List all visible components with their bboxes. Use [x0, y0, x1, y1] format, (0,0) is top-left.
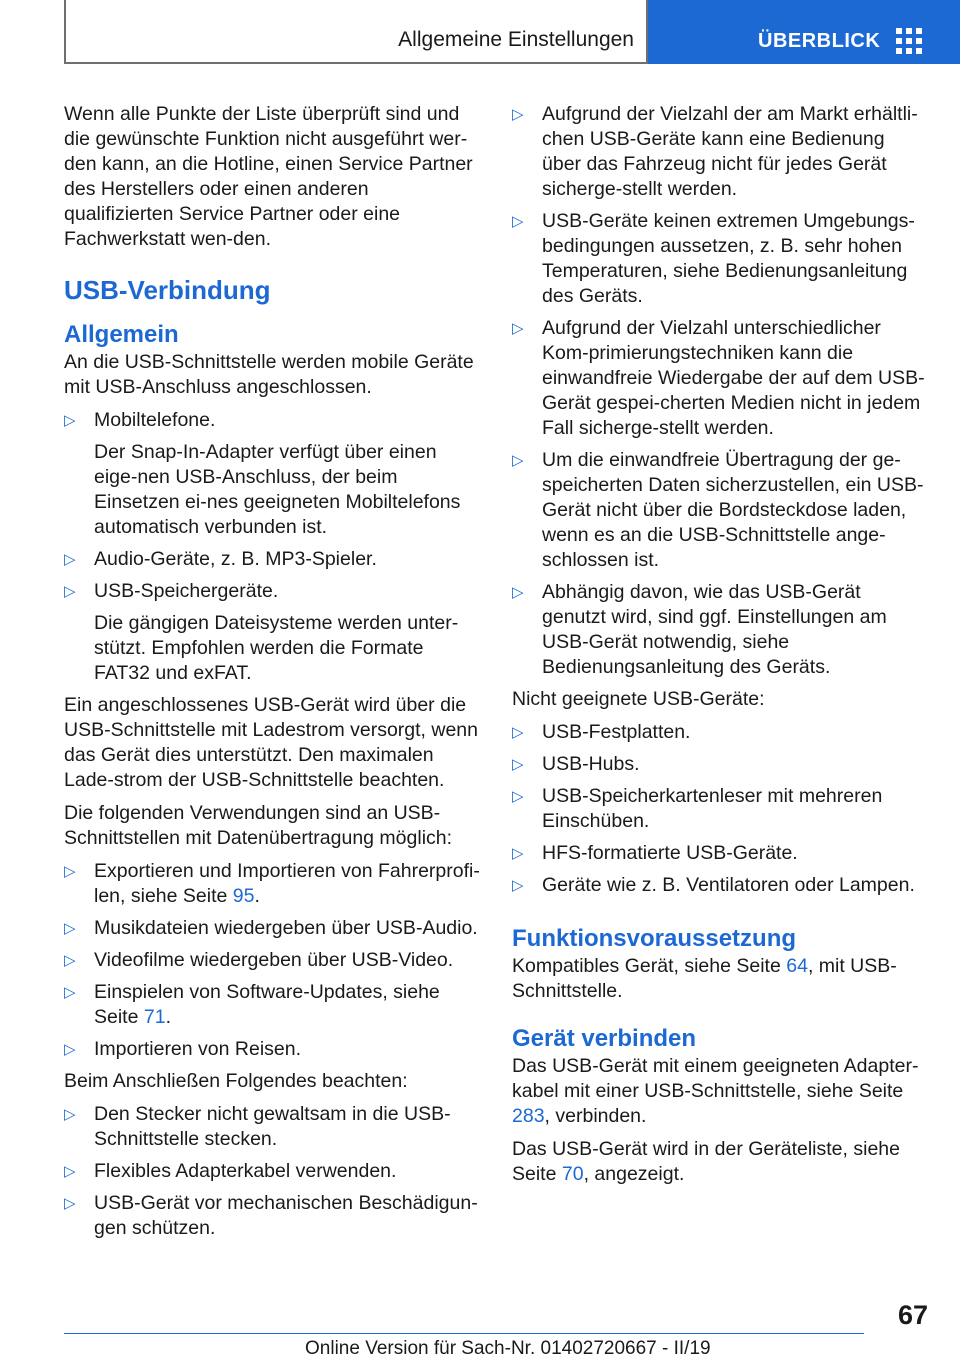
- list-item: ▷ Flexibles Adapterkabel verwenden.: [64, 1160, 397, 1182]
- heading-funktionsvoraussetzung: Funktionsvoraussetzung: [512, 925, 797, 952]
- connect-notes-list: [64, 1102, 480, 1241]
- heading-allgemein: Allgemein: [64, 321, 179, 348]
- funktion-paragraph: Kompatibles Gerät, siehe Seite 64, mit USB-Schnittstelle.: [512, 955, 897, 1002]
- section-header: [64, 0, 648, 64]
- triangle-bullet-icon: ▷: [64, 551, 76, 568]
- triangle-bullet-icon: ▷: [512, 724, 524, 741]
- overview-tab[interactable]: [648, 0, 960, 64]
- list-item: ▷ Einspielen von Software-Updates, siehe Seite 71.: [64, 981, 440, 1028]
- triangle-bullet-icon: ▷: [64, 920, 76, 937]
- list-item: ▷ Musikdateien wiedergeben über USB-Audio.: [64, 917, 478, 939]
- notes-list: [512, 102, 928, 680]
- list-item: ▷ Aufgrund der Vielzahl der am Markt erhältli‐chen USB-Geräte kann eine Bedienung über das Fahrzeug nicht für jedes Gerät sicherge‐stellt werden.: [512, 103, 918, 200]
- list-item: ▷ USB-Gerät vor mechanischen Beschädigun‐gen schützen.: [64, 1192, 478, 1239]
- overview-tab-label: ÜBERBLICK: [758, 30, 881, 52]
- footer-text: Online Version für Sach-Nr. 01402720667 - II/19: [305, 1338, 711, 1359]
- list-item: ▷ Exportieren und Importieren von Fahrerprofi‐len, siehe Seite 95.: [64, 860, 480, 907]
- triangle-bullet-icon: ▷: [64, 412, 76, 429]
- list-item: ▷ USB-Speichergeräte. Die gängigen Dateisysteme werden unter‐stützt. Empfohlen werden die Formate FAT32 und exFAT.: [64, 580, 459, 684]
- list-item: ▷ Audio-Geräte, z. B. MP3-Spieler.: [64, 548, 377, 570]
- not-suitable-list: [512, 720, 928, 898]
- page-link-95[interactable]: 95: [232, 885, 255, 907]
- list-item: ▷ Um die einwandfreie Übertragung der ge‐speicherten Daten sicherzustellen, ein USB-Gerät nicht über die Bordsteckdose laden, wenn es an die USB-Schnittstelle ange‐schlossen ist.: [512, 449, 924, 571]
- list-item: ▷ HFS-formatierte USB-Geräte.: [512, 842, 798, 864]
- triangle-bullet-icon: ▷: [512, 756, 524, 773]
- usage-list: [64, 859, 480, 1062]
- ladestrom-paragraph: Ein angeschlossenes USB-Gerät wird über die USB-Schnittstelle mit Ladestrom versorgt, wenn das Gerät dies unterstützt. Den maximalen Lade‐strom der USB-Schnittstelle beachten.: [64, 694, 478, 791]
- footer-divider: [64, 1333, 864, 1334]
- page-link-71[interactable]: 71: [143, 1006, 166, 1028]
- section-title: Allgemeine Einstellungen: [398, 28, 634, 51]
- triangle-bullet-icon: ▷: [512, 877, 524, 894]
- grid-icon: [896, 28, 922, 54]
- verbinden-paragraph: Das USB-Gerät mit einem geeigneten Adapter‐kabel mit einer USB-Schnittstelle, siehe Seite 283, verbinden.: [512, 1055, 919, 1127]
- triangle-bullet-icon: ▷: [64, 1041, 76, 1058]
- triangle-bullet-icon: ▷: [64, 984, 76, 1001]
- list-item: ▷ USB-Geräte keinen extremen Umgebungs‐bedingungen aussetzen, z. B. sehr hohen Temperaturen, siehe Bedienungsanleitung des Geräts.: [512, 210, 915, 307]
- left-column: [64, 102, 480, 1248]
- triangle-bullet-icon: ▷: [64, 583, 76, 600]
- page-link-70[interactable]: 70: [561, 1163, 584, 1185]
- right-column: [512, 102, 928, 1195]
- geraeteliste-paragraph: Das USB-Gerät wird in der Geräteliste, siehe Seite 70, angezeigt.: [512, 1138, 900, 1185]
- triangle-bullet-icon: ▷: [512, 106, 524, 123]
- anschliessen-paragraph: Beim Anschließen Folgendes beachten:: [64, 1070, 408, 1092]
- list-item: ▷ Den Stecker nicht gewaltsam in die USB-Schnittstelle stecken.: [64, 1103, 451, 1150]
- list-item: ▷ Geräte wie z. B. Ventilatoren oder Lampen.: [512, 874, 915, 896]
- list-item: ▷ Mobiltelefone. Der Snap-In-Adapter verfügt über einen eige‐nen USB-Anschluss, der beim Einsetzen ei‐nes geeigneten Mobiltelefons automatisch verbunden ist.: [64, 409, 461, 538]
- page-number: 67: [897, 1300, 928, 1330]
- triangle-bullet-icon: ▷: [64, 863, 76, 880]
- list-item: ▷ USB-Speicherkartenleser mit mehreren Einschüben.: [512, 785, 883, 832]
- heading-usb-verbindung: USB-Verbindung: [64, 275, 271, 305]
- intro-paragraph: Wenn alle Punkte der Liste überprüft sind und die gewünschte Funktion nicht ausgeführt wer‐den kann, an die Hotline, einen Service Partner des Herstellers oder einen anderen qualifizierten Service Partner oder eine Fachwerkstatt wen‐den.: [64, 103, 473, 250]
- page-link-64[interactable]: 64: [786, 955, 808, 977]
- page-link-283[interactable]: 283: [512, 1105, 545, 1127]
- triangle-bullet-icon: ▷: [64, 952, 76, 969]
- triangle-bullet-icon: ▷: [64, 1163, 76, 1180]
- list-item: ▷ Videofilme wiedergeben über USB-Video.: [64, 949, 454, 971]
- device-list: [64, 408, 480, 686]
- list-item: ▷ Abhängig davon, wie das USB-Gerät genutzt wird, sind ggf. Einstellungen am USB-Gerät notwendig, siehe Bedienungsanleitung des Geräts.: [512, 581, 887, 678]
- triangle-bullet-icon: ▷: [512, 213, 524, 230]
- list-item: ▷ Aufgrund der Vielzahl unterschiedlicher Kom‐primierungstechniken kann die einwandfreie Wiedergabe der auf dem USB-Gerät gespei‐cherten Medien nicht in jedem Fall sicherge‐stellt werden.: [512, 317, 925, 439]
- list-item: ▷ USB-Festplatten.: [512, 721, 691, 743]
- triangle-bullet-icon: ▷: [512, 845, 524, 862]
- triangle-bullet-icon: ▷: [64, 1195, 76, 1212]
- list-item: ▷ Importieren von Reisen.: [64, 1038, 302, 1060]
- triangle-bullet-icon: ▷: [64, 1106, 76, 1123]
- allgemein-paragraph: An die USB-Schnittstelle werden mobile Geräte mit USB-Anschluss angeschlossen.: [64, 351, 474, 398]
- not-suitable-paragraph: Nicht geeignete USB-Geräte:: [512, 688, 765, 710]
- triangle-bullet-icon: ▷: [512, 320, 524, 337]
- verwendungen-paragraph: Die folgenden Verwendungen sind an USB-Schnittstellen mit Datenübertragung möglich:: [64, 802, 453, 849]
- heading-geraet-verbinden: Gerät verbinden: [512, 1025, 697, 1052]
- list-item: ▷ USB-Hubs.: [512, 753, 640, 775]
- triangle-bullet-icon: ▷: [512, 584, 524, 601]
- triangle-bullet-icon: ▷: [512, 788, 524, 805]
- triangle-bullet-icon: ▷: [512, 452, 524, 469]
